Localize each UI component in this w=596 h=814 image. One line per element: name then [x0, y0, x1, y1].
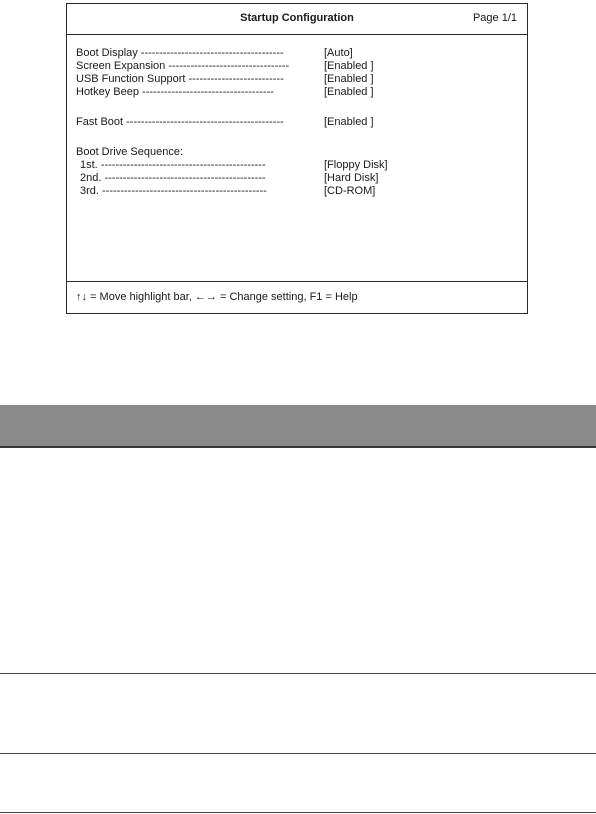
table-row-divider [0, 812, 596, 813]
setting-label: Hotkey Beep ------------------------------------ [76, 86, 274, 98]
boot-device-value[interactable]: [CD-ROM] [324, 185, 376, 197]
boot-device-value[interactable]: [Floppy Disk] [324, 159, 388, 171]
help-text: ↑↓ = Move highlight bar, ←→ = Change setting, F1 = Help [76, 291, 358, 303]
bios-title: Startup Configuration [240, 12, 354, 24]
boot-sequence-heading: Boot Drive Sequence: [76, 146, 184, 158]
setting-value[interactable]: [Enabled ] [324, 73, 374, 85]
boot-device-1st[interactable] [80, 159, 388, 172]
setting-usb-function-support[interactable] [76, 73, 374, 86]
boot-device-value[interactable]: [Hard Disk] [324, 172, 379, 184]
boot-device-label: 2nd. -------------------------------------------- [80, 172, 266, 184]
boot-device-3rd[interactable] [80, 185, 376, 198]
setting-fast-boot[interactable] [76, 116, 374, 129]
setting-screen-expansion[interactable] [76, 60, 374, 73]
setting-label: Boot Display --------------------------------------- [76, 47, 284, 59]
bios-header [67, 4, 527, 35]
setting-hotkey-beep[interactable] [76, 86, 374, 99]
boot-device-2nd[interactable] [80, 172, 379, 185]
boot-device-label: 3rd. --------------------------------------------- [80, 185, 267, 197]
bios-settings-panel [67, 35, 527, 281]
setting-value[interactable]: [Enabled ] [324, 116, 374, 128]
help-bar [67, 281, 527, 313]
setting-boot-display[interactable] [76, 47, 353, 60]
table-header-band [0, 405, 596, 448]
setting-label: Fast Boot ------------------------------------------- [76, 116, 284, 128]
page-indicator: Page 1/1 [472, 12, 517, 24]
setting-label: USB Function Support -------------------------- [76, 73, 284, 85]
bios-setup-screen [66, 3, 528, 314]
setting-value[interactable]: [Enabled ] [324, 86, 374, 98]
setting-label: Screen Expansion --------------------------------- [76, 60, 290, 72]
table-row-divider [0, 673, 596, 674]
setting-value[interactable]: [Enabled ] [324, 60, 374, 72]
table-row-divider [0, 753, 596, 754]
boot-device-label: 1st. --------------------------------------------- [80, 159, 266, 171]
setting-value[interactable]: [Auto] [324, 47, 353, 59]
